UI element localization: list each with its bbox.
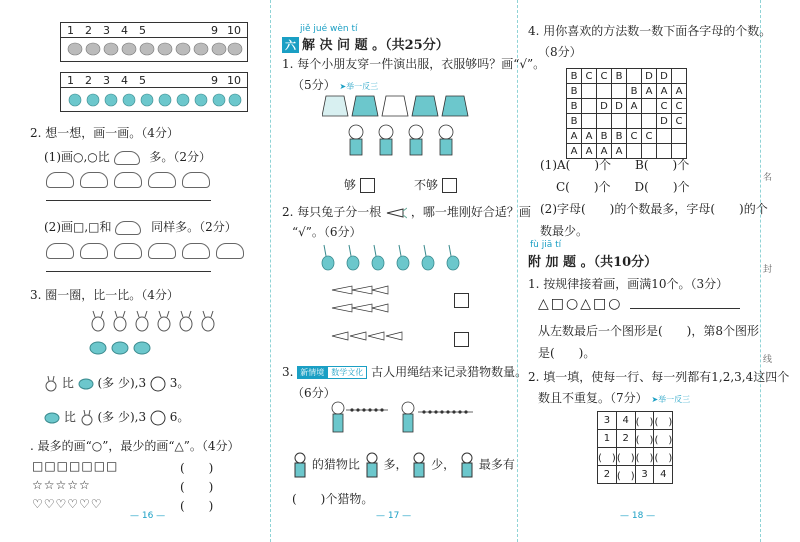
question-3-a: [44, 374, 189, 392]
grid-cell: A: [612, 144, 627, 159]
right-question-4: 4. 用你喜欢的方法数一数下面各字母的个数。: [528, 24, 772, 38]
strip-number: 10: [227, 24, 241, 37]
carrot-icon: [385, 207, 407, 219]
grid-cell: B: [567, 114, 582, 129]
q2-2-text: (2)画□,□和: [44, 220, 112, 234]
costumes-and-kids-illustration: [322, 92, 472, 164]
q2-2-text-b: 同样多。（2分）: [151, 220, 237, 234]
cloud-icon: [148, 172, 176, 188]
dog-icon: [78, 378, 94, 390]
addon-pinyin: fù jiā tí: [530, 240, 562, 250]
strip-number: 9: [211, 24, 218, 37]
mid-question-3-sentence: [292, 452, 515, 478]
grid-cell: [612, 84, 627, 99]
column-divider: [270, 0, 271, 542]
section-title: [282, 34, 449, 53]
q3-b-num: 6。: [169, 410, 190, 424]
strip-number: 2: [85, 24, 92, 37]
grid-cell: A: [642, 84, 657, 99]
grid-cell: C: [597, 69, 612, 84]
person-icon: [364, 452, 380, 478]
person-icon: [411, 452, 427, 478]
q3-number: 3.: [282, 365, 294, 379]
checkbox-pile-b[interactable]: [454, 332, 469, 347]
not-enough-label: 不够: [414, 178, 439, 192]
checkbox-not-enough[interactable]: [442, 178, 457, 193]
grid-cell: [642, 114, 657, 129]
strip-number: 3: [103, 74, 110, 87]
sudoku-cell[interactable]: ( ): [654, 430, 673, 448]
grid-cell: A: [567, 144, 582, 159]
strip-number: 5: [139, 24, 146, 37]
grid-cell: [642, 99, 657, 114]
strip-number: 3: [103, 24, 110, 37]
cloud-icon: [46, 172, 74, 188]
sudoku-cell: 3: [598, 412, 617, 430]
grid-row: [567, 69, 687, 84]
answer-paren[interactable]: ( ): [180, 499, 214, 513]
q3-text: 古人用绳结来记录猎物数量。: [371, 365, 528, 379]
column-divider: [517, 0, 518, 542]
sudoku-grid: [597, 411, 673, 484]
enough-label: 够: [344, 178, 357, 192]
ancient-people-knots-illustration: [328, 400, 478, 438]
cloud-icon: [182, 243, 210, 259]
sudoku-cell[interactable]: ( ): [654, 412, 673, 430]
counting-strip-2: [60, 72, 248, 112]
grid-cell: [672, 129, 687, 144]
grid-cell: D: [657, 69, 672, 84]
sudoku-cell: 3: [635, 466, 654, 484]
sudoku-cell: 2: [598, 466, 617, 484]
cloud-icon: [80, 172, 108, 188]
grid-cell: B: [567, 84, 582, 99]
q4-part1-a[interactable]: (1)A( )个 B( )个: [540, 158, 690, 172]
addon-question-1-c[interactable]: 是( )。: [538, 346, 596, 360]
grid-cell: A: [582, 129, 597, 144]
strip-number: 2: [85, 74, 92, 87]
page-number: — 17 —: [376, 511, 412, 521]
grid-cell: [582, 99, 597, 114]
grid-row: [567, 129, 687, 144]
dog-icon: [44, 412, 60, 424]
score: （5分）: [292, 78, 336, 92]
q2-text-b: ，哪一堆刚好合适？画: [410, 205, 531, 219]
grid-cell: D: [657, 114, 672, 129]
answer-line[interactable]: [46, 271, 211, 272]
grid-cell: B: [627, 84, 642, 99]
sudoku-cell[interactable]: ( ): [635, 430, 654, 448]
checkbox-pile-a[interactable]: [454, 293, 469, 308]
rabbit-icon: [80, 410, 94, 426]
sudoku-cell[interactable]: ( ): [635, 412, 654, 430]
grid-cell: B: [612, 69, 627, 84]
cloud-row: [46, 172, 216, 191]
strip-number: 10: [227, 74, 241, 87]
strip-number: 4: [121, 24, 128, 37]
grid-cell: [597, 114, 612, 129]
addon-section-title: 附 加 题 。（共10分）: [528, 255, 658, 270]
shape-row: □□□□□□□: [32, 459, 119, 473]
rabbit-icon: [44, 376, 58, 392]
mid-question-1: 1. 每个小朋友穿一件演出服，衣服够吗？画“√”。: [282, 57, 546, 71]
answer-line[interactable]: [46, 200, 211, 201]
q2-text: 2. 每只兔子分一根: [282, 205, 382, 219]
strip-number: 5: [139, 74, 146, 87]
cloud-icon: [114, 172, 142, 188]
sudoku-row: [598, 448, 673, 466]
rabbits-row-illustration: [318, 243, 478, 273]
person-icon: [459, 452, 475, 478]
strip-number: 1: [67, 74, 74, 87]
section-pinyin: jiě jué wèn tí: [300, 24, 358, 34]
grid-cell: D: [612, 99, 627, 114]
question-4-title: . 最多的画“○”，最少的画“△”。（4分）: [30, 439, 240, 453]
math-culture-tag: 数学文化: [327, 366, 367, 379]
mid-question-3-answer[interactable]: ( )个猎物。: [292, 492, 374, 506]
section-title-text: 解 决 问 题 。（共25分）: [302, 38, 449, 53]
q4-part2-b: 数最少。: [540, 224, 589, 238]
sudoku-cell[interactable]: ( ): [635, 448, 654, 466]
mid-question-3: [282, 363, 527, 380]
sentence-part-1: 的猎物比: [311, 457, 360, 472]
mid-question-1-score: [292, 76, 378, 93]
practice-link[interactable]: ➤举一反三: [651, 395, 691, 404]
answer-paren[interactable]: ( ): [180, 480, 214, 494]
grid-cell: C: [672, 114, 687, 129]
mid-question-2-c: “√”。（6分）: [292, 225, 362, 239]
q4-part2[interactable]: (2)字母( )的个数最多，字母( )的个: [540, 202, 768, 216]
grid-cell: D: [597, 99, 612, 114]
cloud-row-2: [46, 243, 250, 262]
grid-cell: C: [642, 129, 657, 144]
grid-cell: A: [597, 144, 612, 159]
grid-cell: B: [597, 129, 612, 144]
strip-number: 4: [121, 74, 128, 87]
question-2-title: 2. 想一想，画一画。（4分）: [30, 126, 179, 140]
grid-row: [567, 114, 687, 129]
shape-row: ☆☆☆☆☆: [32, 478, 91, 492]
radish-icons: [65, 90, 243, 108]
shape-row: ♡♡♡♡♡♡: [32, 497, 103, 511]
grid-cell: B: [567, 99, 582, 114]
sentence-part-2: 多，: [383, 457, 408, 472]
sudoku-cell: 2: [616, 430, 635, 448]
grid-row: [567, 99, 687, 114]
strip-number: 1: [67, 24, 74, 37]
grid-cell: A: [582, 144, 597, 159]
grid-cell: [657, 129, 672, 144]
cloud-icon: [115, 221, 141, 235]
person-icon: [292, 452, 308, 478]
not-enough-option: [414, 176, 459, 193]
cloud-icon: [114, 243, 142, 259]
shape-pattern: △□○△□○: [538, 296, 623, 312]
sudoku-cell[interactable]: ( ): [598, 448, 617, 466]
q3-a-num: 3。: [169, 376, 190, 390]
q3-b-choice: (多 少),3: [97, 410, 147, 424]
q4-part1-b[interactable]: C( )个 D( )个: [556, 180, 690, 194]
sudoku-cell[interactable]: ( ): [616, 466, 635, 484]
grid-cell: C: [672, 99, 687, 114]
q2b-text: 数且不重复。（7分）: [538, 391, 648, 405]
enough-option: [344, 176, 377, 193]
sudoku-row: [598, 412, 673, 430]
grid-cell: C: [627, 129, 642, 144]
sudoku-row: [598, 466, 673, 484]
page-number: — 18 —: [620, 511, 656, 521]
grid-cell: [597, 84, 612, 99]
right-question-4-score: （8分）: [538, 45, 582, 59]
grid-cell: [627, 69, 642, 84]
grid-cell: C: [582, 69, 597, 84]
cloud-icon: [46, 243, 74, 259]
grid-cell: B: [567, 69, 582, 84]
grid-row: [567, 84, 687, 99]
grid-cell: [582, 84, 597, 99]
cloud-icon: [114, 151, 140, 165]
rabbits-and-dogs-illustration: [88, 310, 228, 360]
question-2-2: [44, 218, 237, 235]
binding-line: [760, 0, 761, 542]
q2-1-text: (1)画○,○比: [44, 150, 110, 164]
question-2-1: [44, 148, 211, 165]
carrot-pile-b: [330, 328, 410, 348]
question-3-b: [44, 408, 189, 426]
sudoku-cell: 1: [598, 430, 617, 448]
section-number: 六: [282, 37, 299, 53]
mid-question-2: [282, 203, 531, 220]
cloud-icon: [182, 172, 210, 188]
cloud-icon: [148, 243, 176, 259]
addon-question-2-b: [538, 389, 690, 406]
mid-question-3-score: （6分）: [292, 386, 336, 400]
answer-paren[interactable]: ( ): [180, 461, 214, 475]
carrot-pile-a: [330, 284, 390, 324]
leaf-icons: [65, 40, 243, 58]
q3-a-choice: (多 少),3: [97, 376, 147, 390]
grid-cell: A: [567, 129, 582, 144]
new-context-tag: 新情境: [297, 366, 327, 379]
pattern-answer-line[interactable]: [630, 308, 740, 309]
page-number: — 16 —: [130, 511, 166, 521]
sudoku-cell[interactable]: ( ): [654, 448, 673, 466]
q3-a-text: 比: [61, 376, 74, 390]
grid-cell: C: [657, 99, 672, 114]
grid-cell: A: [627, 99, 642, 114]
sudoku-cell[interactable]: ( ): [616, 448, 635, 466]
sudoku-row: [598, 430, 673, 448]
letter-grid: [566, 68, 687, 159]
addon-question-1: 1. 按规律接着画，画满10个。（3分）: [528, 277, 729, 291]
grid-cell: A: [657, 84, 672, 99]
grid-cell: [627, 114, 642, 129]
grid-cell: D: [642, 69, 657, 84]
grid-cell: [612, 114, 627, 129]
cloud-icon: [216, 243, 244, 259]
grid-cell: [672, 69, 687, 84]
strip-number: 9: [211, 74, 218, 87]
grid-cell: [582, 114, 597, 129]
binding-label: 名: [763, 173, 773, 183]
q2-1-text-b: 多。（2分）: [149, 150, 212, 164]
compare-circle[interactable]: [150, 410, 166, 426]
compare-circle[interactable]: [150, 376, 166, 392]
sentence-part-4: 最多有: [478, 457, 515, 472]
sentence-part-3: 少，: [431, 457, 456, 472]
binding-label: 线: [763, 355, 773, 365]
q3-b-text: 比: [63, 410, 76, 424]
addon-question-1-b[interactable]: 从左数最后一个图形是( )，第8个图形: [538, 324, 759, 338]
grid-cell: A: [672, 84, 687, 99]
counting-strip-1: [60, 22, 248, 62]
checkbox-enough[interactable]: [360, 178, 375, 193]
practice-link[interactable]: ➤举一反三: [339, 82, 379, 91]
cloud-icon: [80, 243, 108, 259]
question-3-title: 3. 圈一圈，比一比。（4分）: [30, 288, 179, 302]
sudoku-cell: 4: [654, 466, 673, 484]
binding-label: 封: [763, 265, 773, 275]
sudoku-cell: 4: [616, 412, 635, 430]
addon-question-2: 2. 填一填，使每一行、每一列都有1,2,3,4这四个: [528, 370, 790, 384]
grid-cell: B: [612, 129, 627, 144]
